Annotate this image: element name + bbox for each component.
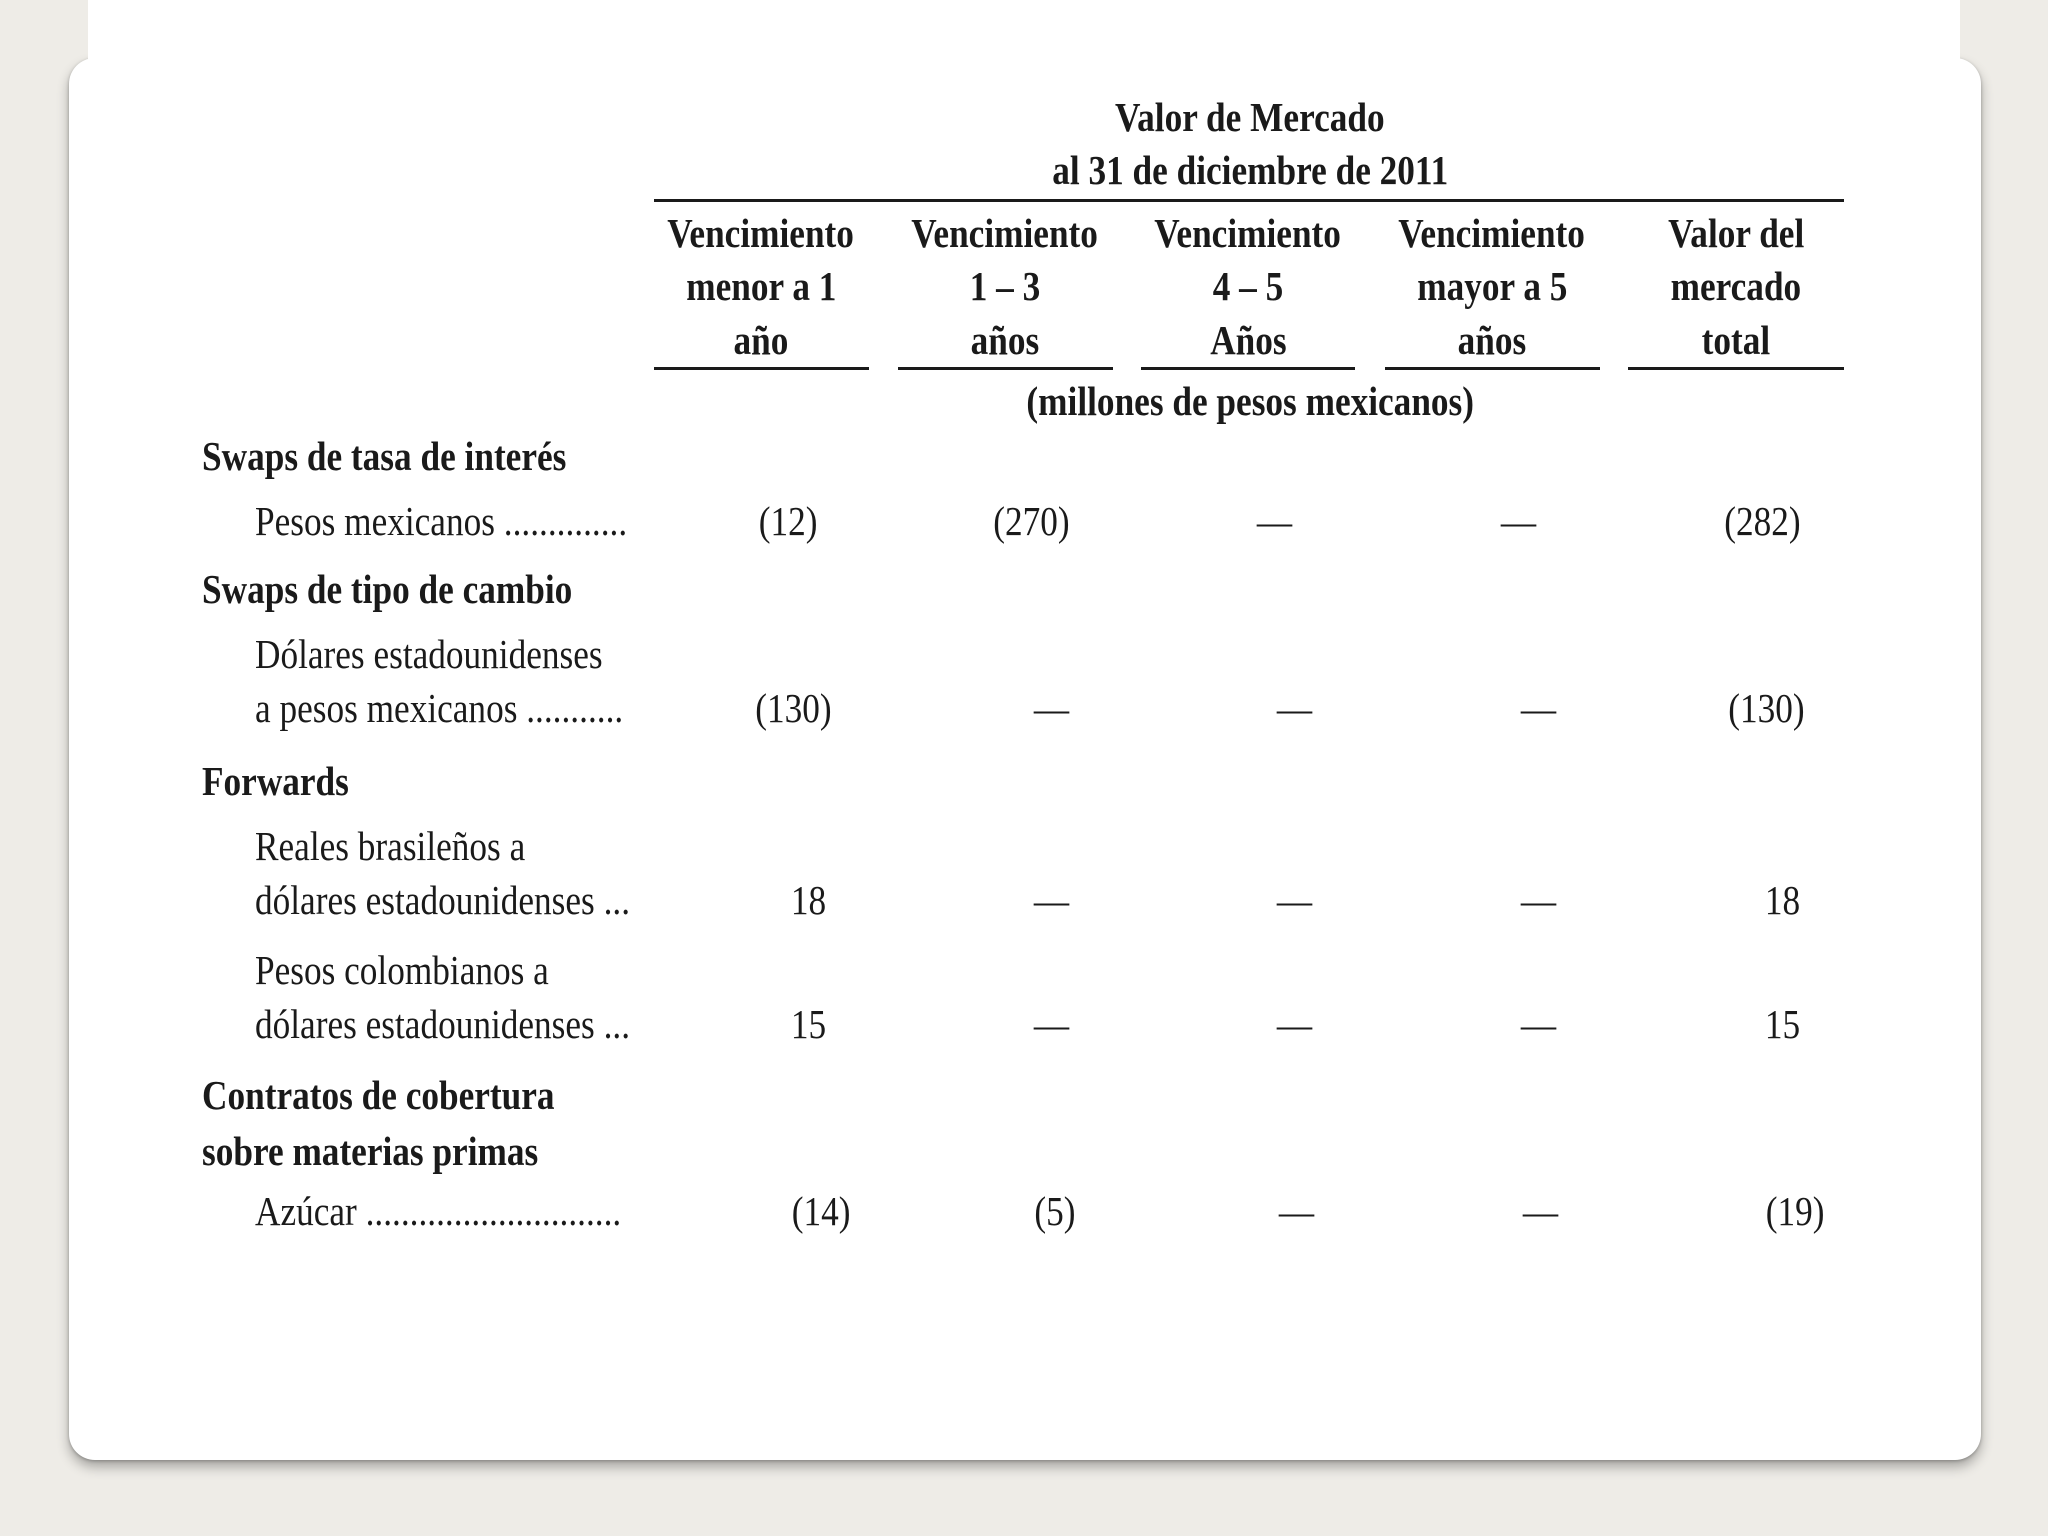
section-heading-interest-swaps: Swaps de tasa de interés [202,433,567,479]
col5-line3: total [1701,317,1771,363]
value-col5: (19) [1765,1188,1825,1234]
table-title-line1: Valor de Mercado [1115,94,1385,140]
value-col2: (270) [992,498,1070,544]
value-col2: — [1033,1001,1069,1047]
col4-line3: años [1457,317,1527,363]
row-label-line1: Reales brasileños a [255,823,526,869]
section-heading-hedge-line1: Contratos de cobertura [202,1072,555,1118]
col1-underline [654,367,869,370]
value-col2: — [1033,685,1069,731]
col1-line1: Vencimiento [667,210,855,256]
col4-line2: mayor a 5 [1416,263,1568,309]
col5-underline [1628,367,1844,370]
value-col1: (12) [758,498,818,544]
col3-line1: Vencimiento [1154,210,1342,256]
value-col3: — [1276,877,1312,923]
col4-line1: Vencimiento [1398,210,1586,256]
value-col2: (5) [1034,1188,1076,1234]
col2-line3: años [970,317,1040,363]
col3-underline [1141,367,1355,370]
value-col3: — [1278,1188,1314,1234]
table-title-line2: al 31 de diciembre de 2011 [1051,147,1449,193]
value-col4: — [1522,1188,1558,1234]
value-col5: 15 [1764,1001,1800,1047]
value-col3: — [1276,685,1312,731]
value-col4: — [1520,1001,1556,1047]
value-col3: — [1276,1001,1312,1047]
row-label-line1: Dólares estadounidenses [255,631,603,677]
col4-underline [1385,367,1600,370]
col2-underline [898,367,1113,370]
row-label-line2: dólares estadounidenses ... [255,877,631,923]
value-col1: 15 [790,1001,826,1047]
value-col4: — [1500,498,1536,544]
value-col4: — [1520,877,1556,923]
col5-line1: Valor del [1667,210,1805,256]
row-label: Azúcar ............................. [255,1188,622,1234]
value-col1: (14) [791,1188,851,1234]
value-col4: — [1520,685,1556,731]
value-col2: — [1033,877,1069,923]
row-label-line1: Pesos colombianos a [255,947,549,993]
col2-line1: Vencimiento [911,210,1099,256]
col2-line2: 1 – 3 [969,263,1041,309]
value-col1: 18 [790,877,826,923]
value-col5: 18 [1764,877,1800,923]
col5-line2: mercado [1670,263,1802,309]
value-col5: (130) [1727,685,1805,731]
col3-line2: 4 – 5 [1212,263,1284,309]
col1-line2: menor a 1 [685,263,837,309]
col3-line3: Años [1209,317,1287,363]
title-underline [654,199,1844,202]
units-note: (millones de pesos mexicanos) [1026,378,1474,424]
row-label-line2: dólares estadounidenses ... [255,1001,631,1047]
section-heading-fx-swaps: Swaps de tipo de cambio [202,566,573,612]
row-label: Pesos mexicanos .............. [255,498,628,544]
value-col3: — [1256,498,1292,544]
value-col1: (130) [754,685,832,731]
section-heading-forwards: Forwards [202,758,349,804]
value-col5: (282) [1723,498,1801,544]
row-label-line2: a pesos mexicanos ........... [255,685,624,731]
col1-line3: año [733,317,789,363]
section-heading-hedge-line2: sobre materias primas [202,1128,539,1174]
